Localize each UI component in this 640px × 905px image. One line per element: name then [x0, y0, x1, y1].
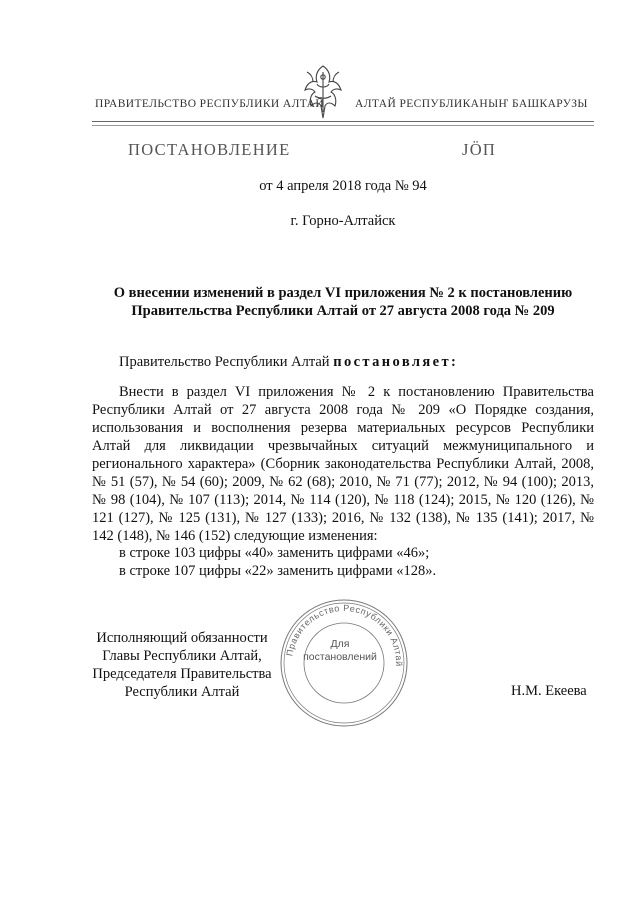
document-city: г. Горно-Алтайск	[290, 213, 396, 229]
coat-of-arms-icon	[301, 62, 345, 120]
preamble-text: Правительство Республики Алтай	[119, 354, 334, 370]
signature-block	[92, 629, 272, 701]
body-paragraph: Внести в раздел VI приложения № 2 к постановлению Правительства Республики Алтай от 27 августа 2008 года № 209 «О Порядке создания, использования и восполнения резерва материальных ресурсов Республики Алтай для ликвидации чрезвычайных ситуаций межмуниципального и регионального характера» (Сборник законодательства Республики Алтай, 2008, № 51 (57), № 54 (60); 2009, № 62 (68); 2010, № 71 (77); 2012, № 94 (100); 2013, № 98 (104), № 107 (113); 2014, № 114 (120), № 118 (124); 2015, № 120 (126), № 121 (127), № 125 (131), № 127 (133); 2016, № 132 (138), № 135 (141); 2017, № 142 (148), № 146 (152) следующие изменения:	[92, 384, 594, 544]
signature-line-2: Главы Республики Алтай,	[102, 648, 262, 664]
doc-type-altai: ЈӦП	[462, 140, 497, 159]
signature-line-3: Председателя Правительства	[92, 666, 272, 682]
doc-type-russian: ПОСТАНОВЛЕНИЕ	[128, 140, 291, 159]
header-rule	[92, 121, 594, 122]
document-title	[92, 284, 594, 320]
header-rule-thin	[92, 125, 594, 126]
preamble-emphasis: постановляет:	[333, 354, 459, 370]
change-item-1: в строке 103 цифры «40» заменить цифрами «46»;	[119, 545, 430, 561]
change-item-2: в строке 107 цифры «22» заменить цифрами «128».	[119, 563, 437, 579]
title-line-2: Правительства Республики Алтай от 27 августа 2008 года № 209	[131, 303, 555, 319]
org-name-russian: ПРАВИТЕЛЬСТВО РЕСПУБЛИКИ АЛТАЙ	[95, 98, 325, 110]
preamble	[119, 354, 458, 371]
stamp-inner-line-1: Для	[330, 638, 350, 650]
signature-line-1: Исполняющий обязанности	[96, 630, 268, 646]
signer-name: Н.М. Екеева	[511, 683, 587, 699]
stamp-inner-text	[288, 638, 392, 664]
signature-line-4: Республики Алтай	[124, 684, 240, 700]
stamp-ring-text: Правительство Республики Алтай	[284, 602, 405, 667]
title-line-1: О внесении изменений в раздел VI приложения № 2 к постановлению	[113, 285, 573, 301]
document-date: от 4 апреля 2018 года № 94	[259, 178, 427, 194]
stamp-inner-line-2: постановлений	[303, 651, 377, 663]
org-name-altai: АЛТАЙ РЕСПУБЛИКАНЫҤ БАШКАРУЗЫ	[355, 98, 588, 110]
